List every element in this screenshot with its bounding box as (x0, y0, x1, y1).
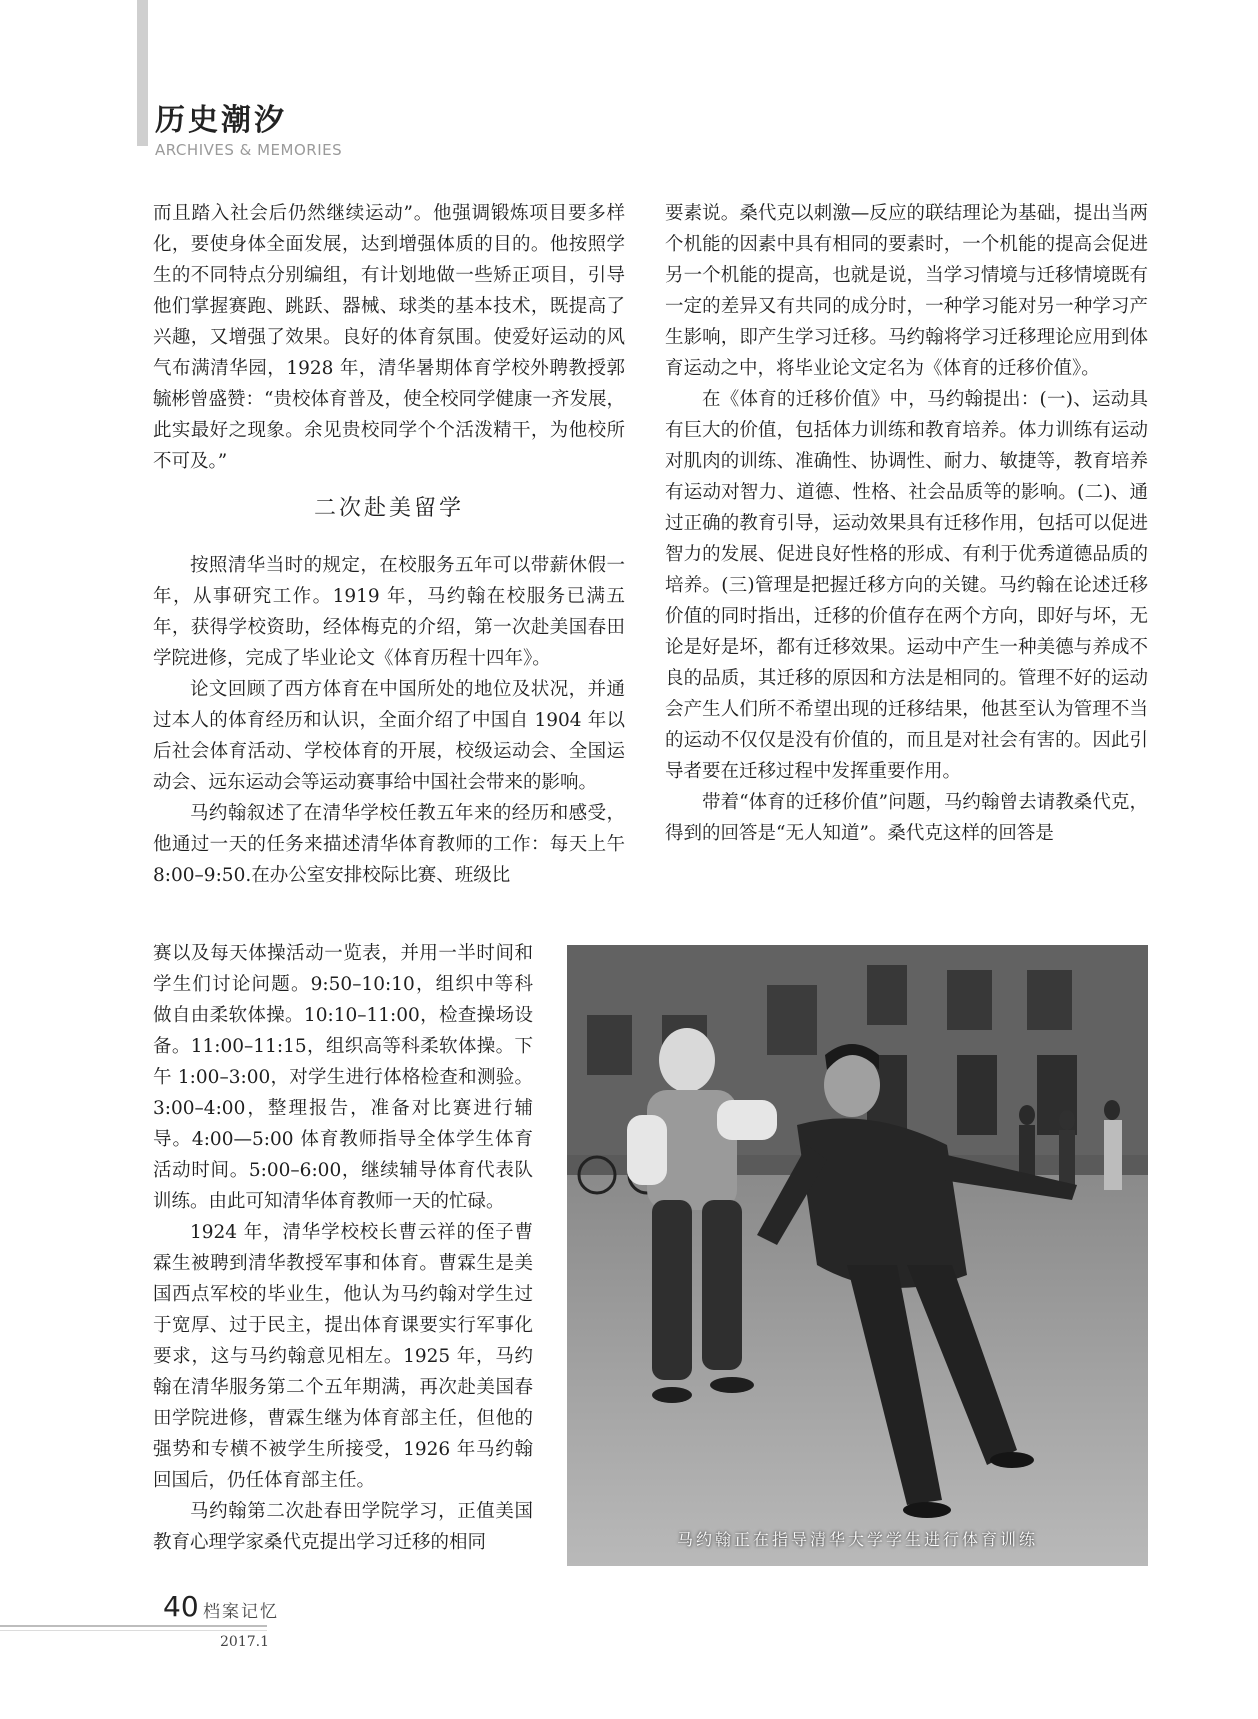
footer-divider-thin (0, 1630, 267, 1631)
photo-illustration (567, 945, 1148, 1566)
paragraph: 按照清华当时的规定，在校服务五年可以带薪休假一年，从事研究工作。1919 年，马约翰在校服务已满五年，获得学校资助，经体梅克的介绍，第一次赴美国春田学院进修，完成了毕业论文《体育历程十四年》。 (153, 555, 625, 669)
historical-photo (567, 945, 1148, 1566)
photo-caption: 马约翰正在指导清华大学学生进行体育训练 (676, 1530, 1038, 1549)
section-heading: 二次赴美留学 (313, 496, 464, 521)
paragraph: 带着“体育的迁移价值”问题，马约翰曾去请教桑代克，得到的回答是“无人知道”。桑代克这样的回答是 (665, 792, 1148, 844)
magazine-name: 档案记忆 (203, 1602, 279, 1622)
issue-date: 2017.1 (220, 1634, 269, 1650)
section-title: 历史潮汐 (155, 103, 287, 138)
left-column-top (153, 198, 625, 891)
right-column (665, 198, 1148, 849)
left-column-bottom (153, 938, 533, 1558)
footer-divider (0, 1625, 267, 1627)
paragraph: 赛以及每天体操活动一览表，并用一半时间和学生们讨论问题。9:50–10:10，组织中等科做自由柔软体操。10:10–11:00，检查操场设备。11:00–11:15，组织高等科柔软体操。下午 1:00–3:00，对学生进行体格检查和测验。3:00–4:00，整理报告，准备对比赛进行辅导。4:00—5:00 体育教师指导全体学生体育活动时间。5:00–6:00，继续辅导体育代表队训练。由此可知清华体育教师一天的忙碌。 (153, 943, 533, 1212)
header-accent-bar (137, 0, 148, 146)
paragraph: 1924 年，清华学校校长曹云祥的侄子曹霖生被聘到清华教授军事和体育。曹霖生是美国西点军校的毕业生，他认为马约翰对学生过于宽厚、过于民主，提出体育课要实行军事化要求，这与马约翰意见相左。1925 年，马约翰在清华服务第二个五年期满，再次赴美国春田学院进修，曹霖生继为体育部主任，但他的强势和专横不被学生所接受，1926 年马约翰回国后，仍任体育部主任。 (153, 1222, 533, 1491)
page-number: 40 (163, 1590, 199, 1623)
paragraph: 要素说。桑代克以刺激—反应的联结理论为基础，提出当两个机能的因素中具有相同的要素时，一个机能的提高会促进另一个机能的提高，也就是说，当学习情境与迁移情境既有一定的差异又有共同的成分时，一种学习能对另一种学习产生影响，即产生学习迁移。马约翰将学习迁移理论应用到体育运动之中，将毕业论文定名为《体育的迁移价值》。 (665, 203, 1148, 379)
paragraph: 论文回顾了西方体育在中国所处的地位及状况，并通过本人的体育经历和认识，全面介绍了中国自 1904 年以后社会体育活动、学校体育的开展，校级运动会、全国运动会、远东运动会等运动赛事给中国社会带来的影响。 (153, 679, 625, 793)
paragraph: 在《体育的迁移价值》中，马约翰提出：(一)、运动具有巨大的价值，包括体力训练和教育培养。体力训练有运动对肌肉的训练、准确性、协调性、耐力、敏捷等，教育培养有运动对智力、道德、性格、社会品质等的影响。(二)、通过正确的教育引导，运动效果具有迁移作用，包括可以促进智力的发展、促进良好性格的形成、有利于优秀道德品质的培养。(三)管理是把握迁移方向的关键。马约翰在论述迁移价值的同时指出，迁移的价值存在两个方向，即好与坏，无论是好是坏，都有迁移效果。运动中产生一种美德与养成不良的品质，其迁移的原因和方法是相同的。管理不好的运动会产生人们所不希望出现的迁移结果，他甚至认为管理不当的运动不仅仅是没有价值的，而且是对社会有害的。因此引导者要在迁移过程中发挥重要作用。 (665, 389, 1148, 782)
paragraph: 马约翰第二次赴春田学院学习，正值美国教育心理学家桑代克提出学习迁移的相同 (153, 1501, 533, 1553)
paragraph: 而且踏入社会后仍然继续运动”。他强调锻炼项目要多样化，要使身体全面发展，达到增强体质的目的。他按照学生的不同特点分别编组，有计划地做一些矫正项目，引导他们掌握赛跑、跳跃、器械、球类的基本技术，既提高了兴趣，又增强了效果。良好的体育氛围。使爱好运动的风气布满清华园，1928 年，清华暑期体育学校外聘教授郭毓彬曾盛赞：“贵校体育普及，使全校同学健康一齐发展，此实最好之现象。余见贵校同学个个活泼精干，为他校所不可及。” (153, 203, 625, 472)
paragraph: 马约翰叙述了在清华学校任教五年来的经历和感受，他通过一天的任务来描述清华体育教师的工作：每天上午 8:00–9:50.在办公室安排校际比赛、班级比 (153, 803, 625, 886)
section-subtitle: ARCHIVES & MEMORIES (155, 141, 343, 159)
